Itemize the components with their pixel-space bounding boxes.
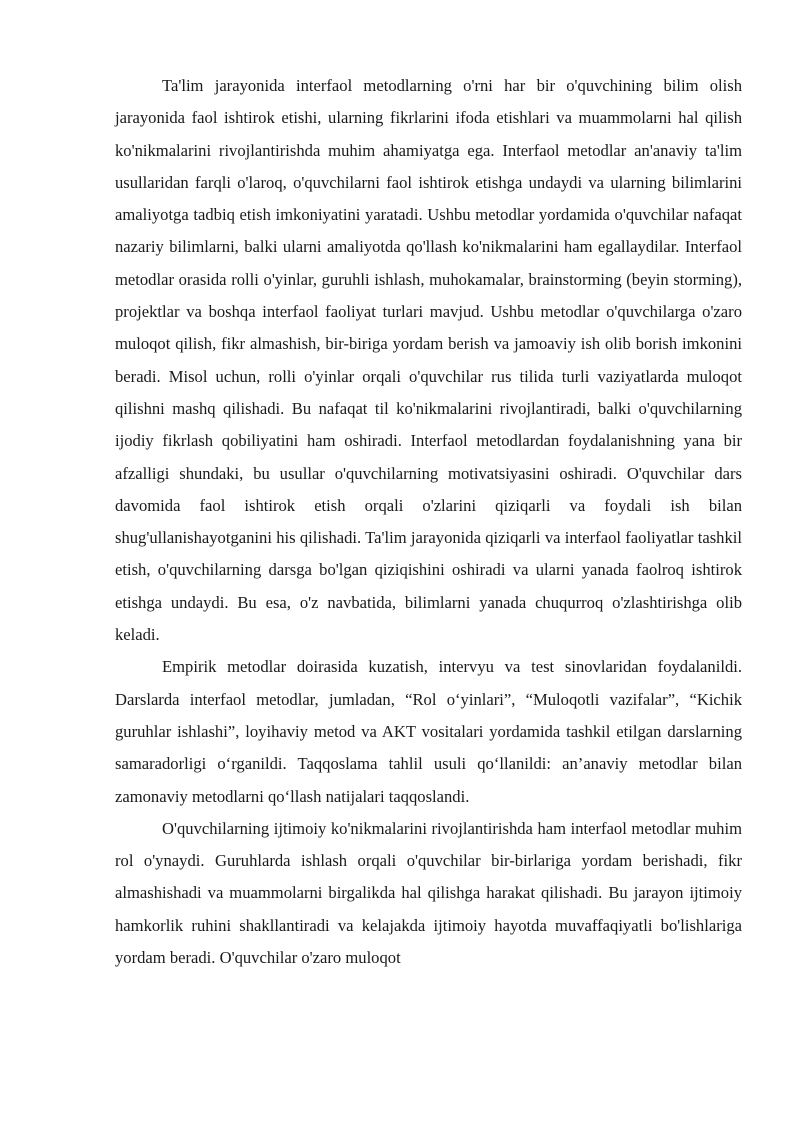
paragraph-empirical-methods: Empirik metodlar doirasida kuzatish, intervyu va test sinovlaridan foydalanildi. Darslarda interfaol metodlar, jumladan, “Rol o‘yinlari”, “Muloqotli vazifalar”, “Kichik guruhlar ishlashi”, loyihaviy metod va AKT vositalari yordamida tashkil etilgan darslarning samaradorligi o‘rganildi. Taqqoslama tahlil usuli qo‘llanildi: an’anaviy metodlar bilan zamonaviy metodlarni qo‘llash natijalari taqqoslandi. xyxy=(115,657,742,806)
paragraph-interactive-methods-role: Ta'lim jarayonida interfaol metodlarning o'rni har bir o'quvchining bilim olish jarayonida faol ishtirok etishi, ularning fikrlarini ifoda etishlari va muammolarni hal qilish ko'nikmalarini rivojlantirishda muhim ahamiyatga ega. Interfaol metodlar an'anaviy ta'lim usullaridan farqli o'laroq, o'quvchilarni faol ishtirok etishga undaydi va ularning bilimlarini amaliyotga tadbiq etish imkoniyatini yaratadi. Ushbu metodlar yordamida o'quvchilar nafaqat nazariy bilimlarni, balki ularni amaliyotda qo'llash ko'nikmalarini ham egallaydilar. Interfaol metodlar orasida rolli o'yinlar, guruhli ishlash, muhokamalar, brainstorming (beyin storming), projektlar va boshqa interfaol faoliyat turlari mavjud. Ushbu metodlar o'quvchilarga o'zaro muloqot qilish, fikr almashish, bir-biriga yordam berish va jamoaviy ish olib borish imkonini beradi. Misol uchun, rolli o'yinlar orqali o'quvchilar rus tilida turli vaziyatlarda muloqot qilishni mashq qilishadi. Bu nafaqat til ko'nikmalarini rivojlantiradi, balki o'quvchilarning ijodiy fikrlash qobiliyatini ham oshiradi. Interfaol metodlardan foydalanishning yana bir afzalligi shundaki, bu usullar o'quvchilarning motivatsiyasini oshiradi. O'quvchilar dars davomida faol ishtirok etish orqali o'zlarini qiziqarli va foydali ish bilan shug'ullanishayotganini his qilishadi. Ta'lim jarayonida qiziqarli va interfaol faoliyatlar tashkil etish, o'quvchilarning darsga bo'lgan qiziqishini oshiradi va ularni yanada faolroq ishtirok etishga undaydi. Bu esa, o'z navbatida, bilimlarni yanada chuqurroq o'zlashtirishga olib keladi. xyxy=(115,76,742,645)
body-text xyxy=(115,70,742,974)
paragraph-social-skills: O'quvchilarning ijtimoiy ko'nikmalarini rivojlantirishda ham interfaol metodlar muhim rol o'ynaydi. Guruhlarda ishlash orqali o'quvchilar bir-birlariga yordam berishadi, fikr almashishadi va muammolarni birgalikda hal qilishga harakat qilishadi. Bu jarayon ijtimoiy hamkorlik ruhini shakllantiradi va kelajakda ijtimoiy hayotda muvaffaqiyatli bo'lishlariga yordam beradi. O'quvchilar o'zaro muloqot xyxy=(115,818,742,968)
